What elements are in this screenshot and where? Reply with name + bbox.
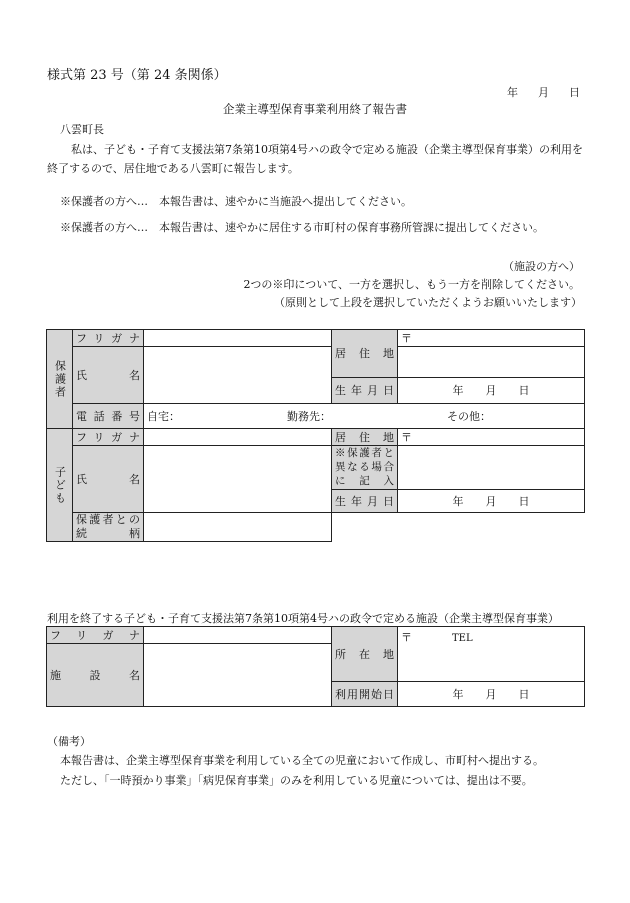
child-birthdate-field[interactable]: 年 月 日 [398,489,585,512]
facility-name-label: 施 設 名 [47,644,144,707]
guardian-name-label: 氏 名 [73,347,144,404]
facility-note-heading: （施設の方へ） [503,260,580,273]
remarks-line-2: ただし、「一時預かり事業」「病児保育事業」のみを利用している児童については、提出は不要。 [60,774,533,787]
child-relationship-label: 保護者との 続 柄 [73,513,144,542]
guardian-phone-label: 電話番号 [73,404,144,429]
guardian-postal[interactable]: 〒 [398,330,585,347]
report-statement: 私は、子ども・子育て支援法第7条第10項第4号ハの政令で定める施設（企業主導型保育事業）の利用を終了するので、居住地である八雲町に報告します。 [47,143,583,175]
child-furigana-label: フリガナ [73,429,144,446]
facility-location-field[interactable]: 〒 TEL [398,627,585,682]
child-address-field[interactable] [398,446,585,490]
child-birthdate-label: 生年月日 [332,489,398,512]
child-section-label: 子ども [47,429,73,542]
facility-furigana-label: フリガナ [47,627,144,644]
guardian-note-municipality: ※保護者の方へ… 本報告書は、速やかに居住する市町村の保育事務所管課に提出してください。 [60,221,544,234]
child-furigana-field[interactable] [144,429,332,446]
guardian-birthdate-field[interactable]: 年 月 日 [398,377,585,403]
child-name-label: 氏 名 [73,446,144,513]
child-address-label: 居 住 地 [332,429,398,446]
facility-table [46,626,585,707]
guardian-birthdate-label: 生年月日 [332,377,398,403]
facility-note-instruction: 2つの※印について、一方を選択し、もう一方を削除してください。 [243,278,580,291]
facility-name-field[interactable] [144,644,332,707]
form-number: 様式第 23 号（第 24 条関係） [47,68,227,83]
addressee: 八雲町長 [60,123,104,136]
guardian-address-field[interactable] [398,347,585,378]
facility-furigana-field[interactable] [144,627,332,644]
facility-start-date-field[interactable]: 年 月 日 [398,682,585,707]
guardian-address-label: 居 住 地 [332,330,398,378]
child-name-field[interactable] [144,446,332,513]
guardian-section-label: 保護者 [47,330,73,429]
child-address-note: ※保護者と 異なる場合 に 記 入 [332,446,398,490]
remarks-line-1: 本報告書は、企業主導型保育事業を利用している全ての児童において作成し、市町村へ提出する。 [60,754,544,767]
child-postal[interactable]: 〒 [398,429,585,446]
guardian-name-field[interactable] [144,347,332,404]
facility-note-preference: （原則として上段を選択していただくようお願いいたします） [274,296,582,309]
document-title: 企業主導型保育事業利用終了報告書 [223,102,407,116]
guardian-furigana-label: フリガナ [73,330,144,347]
child-relationship-field[interactable] [144,513,332,542]
facility-start-date-label: 利用開始日 [332,682,398,707]
guardian-phone-field[interactable]: 自宅： 勤務先： その他： [144,404,585,429]
facility-location-label: 所 在 地 [332,627,398,682]
guardian-furigana-field[interactable] [144,330,332,347]
guardian-child-table [46,329,585,542]
report-date: 年 月 日 [507,86,580,99]
facility-section-heading: 利用を終了する子ども・子育て支援法第7条第10項第4号ハの政令で定める施設（企業主導型保育事業） [47,612,559,625]
guardian-note-facility: ※保護者の方へ… 本報告書は、速やかに当施設へ提出してください。 [60,195,412,208]
remarks-heading: （備考） [47,735,91,748]
